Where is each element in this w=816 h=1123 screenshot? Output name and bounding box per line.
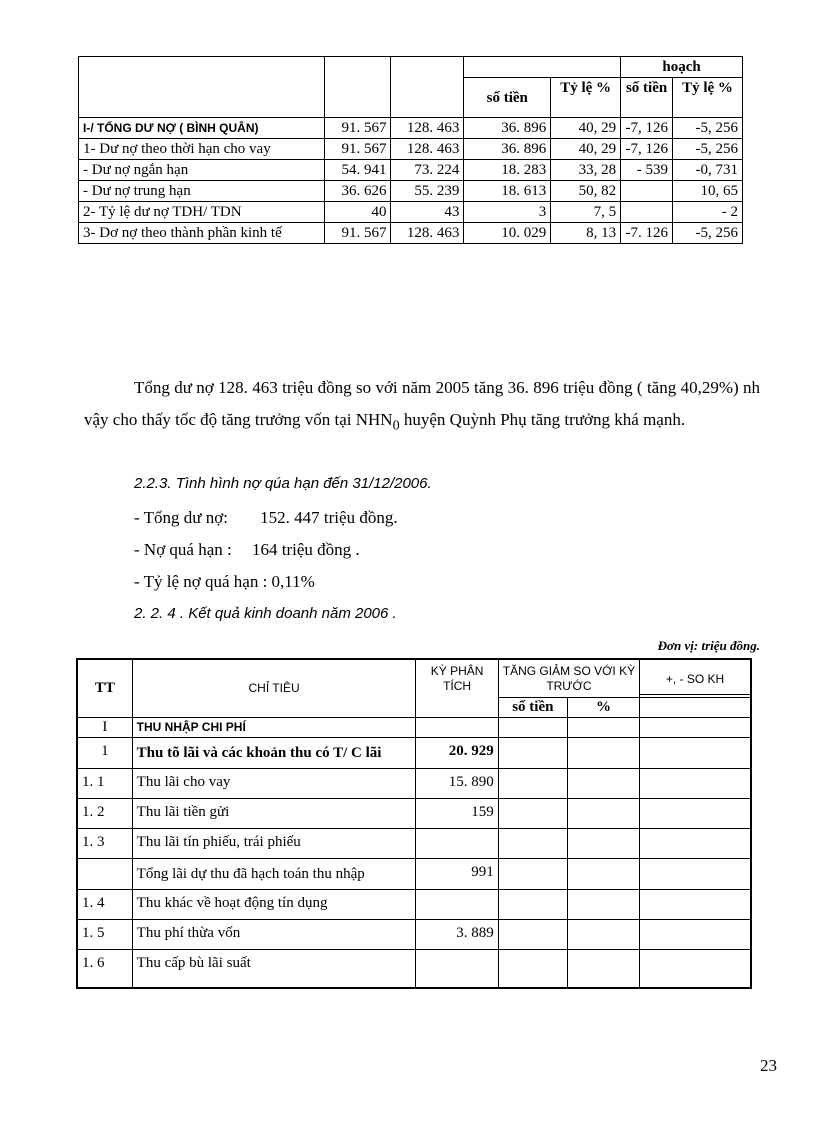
row-tt: 1. 1 xyxy=(77,769,132,799)
row-tt: 1. 6 xyxy=(77,950,132,988)
row-tt xyxy=(77,859,132,890)
summary-paragraph xyxy=(84,372,760,441)
row-label: - Dư nợ trung hạn xyxy=(79,181,325,202)
row-tt: 1. 5 xyxy=(77,920,132,950)
table-row xyxy=(79,181,743,202)
so-kh-header: +, - SO KH xyxy=(640,659,751,695)
summary-text-1: Tổng dư nợ 128. 463 triệu đồng so với năm 2005 tăng 36. 896 triệu đồng ( tăng 40,29%) nh vậy cho thấy tốc độ tăng trưởng vốn tại NHN xyxy=(84,378,760,429)
cell: 40, 29 xyxy=(551,139,621,160)
cell: 3 xyxy=(464,202,551,223)
ty-le-header-2: Tỷ lệ % xyxy=(673,78,743,118)
cell: -5, 256 xyxy=(673,223,743,244)
overdue-debt-line xyxy=(134,540,360,560)
table-row xyxy=(77,799,751,829)
cell: 128. 463 xyxy=(391,118,464,139)
section-heading-223: 2.2.3. Tình hình nợ qúa hạn đến 31/12/2006. xyxy=(134,475,432,492)
row-tt: 1 xyxy=(77,738,132,769)
row-tt: 1. 2 xyxy=(77,799,132,829)
row-label: 3- Dơ nợ theo thành phần kinh tế xyxy=(79,223,325,244)
loan-balance-table xyxy=(78,56,743,244)
row-tt: I xyxy=(77,718,132,738)
row-label: Thu lãi tiền gửi xyxy=(132,799,416,829)
row-label: Thu cấp bù lãi suất xyxy=(132,950,416,988)
cell: 36. 626 xyxy=(324,181,391,202)
table-row xyxy=(77,718,751,738)
table-row xyxy=(77,890,751,920)
tang-giam-header: TĂNG GIẢM SO VỚI KỲ TRƯỚC xyxy=(498,659,639,698)
table-header-row xyxy=(77,659,751,695)
cell: 8, 13 xyxy=(551,223,621,244)
row-label: THU NHẬP CHI PHÍ xyxy=(132,718,416,738)
table-row xyxy=(77,769,751,799)
cell: -7, 126 xyxy=(621,118,673,139)
cell: 91. 567 xyxy=(324,223,391,244)
ke-hoach-header: hoạch xyxy=(621,57,743,78)
table-row xyxy=(79,223,743,244)
cell: 43 xyxy=(391,202,464,223)
cell: -5, 256 xyxy=(673,118,743,139)
cell: 55. 239 xyxy=(391,181,464,202)
so-tien-header: số tiền xyxy=(498,698,567,718)
cell: -7. 126 xyxy=(621,223,673,244)
cell: 18. 613 xyxy=(464,181,551,202)
cell: 40, 29 xyxy=(551,118,621,139)
total-debt-value: 152. 447 triệu đồng. xyxy=(260,508,398,527)
row-value xyxy=(416,890,498,920)
row-value xyxy=(416,829,498,859)
business-results-table xyxy=(76,658,752,989)
cell xyxy=(621,181,673,202)
row-label: Thu lãi tín phiếu, trái phiếu xyxy=(132,829,416,859)
cell: 33, 28 xyxy=(551,160,621,181)
ky-phan-tich-header: KỲ PHÂN TÍCH xyxy=(416,659,498,718)
row-label: Thu tõ lãi và các khoản thu có T/ C lãi xyxy=(132,738,416,769)
row-label: 2- Tỷ lệ dư nợ TDH/ TDN xyxy=(79,202,325,223)
cell: 128. 463 xyxy=(391,223,464,244)
cell: 128. 463 xyxy=(391,139,464,160)
table-row xyxy=(79,139,743,160)
row-label: I-/ TỔNG DƯ NỢ ( BÌNH QUÂN) xyxy=(79,118,325,139)
table-header-row xyxy=(79,57,743,78)
cell: 91. 567 xyxy=(324,118,391,139)
row-label: Tổng lãi dự thu đã hạch toán thu nhập xyxy=(132,859,416,890)
table-row xyxy=(77,829,751,859)
table-row xyxy=(77,738,751,769)
summary-subscript: 0 xyxy=(392,417,400,434)
ty-le-header: Tỷ lệ % xyxy=(551,78,621,118)
overdue-debt-value: 164 triệu đồng . xyxy=(252,540,360,559)
cell: 40 xyxy=(324,202,391,223)
cell: 7, 5 xyxy=(551,202,621,223)
overdue-debt-label: - Nợ quá hạn : xyxy=(134,540,232,559)
chi-tieu-header: CHỈ TIÊU xyxy=(132,659,416,718)
so-tien-header: số tiền xyxy=(464,78,551,118)
row-label: Thu phí thừa vốn xyxy=(132,920,416,950)
percent-header: % xyxy=(567,698,639,718)
unit-label: Đơn vị: triệu đồng. xyxy=(657,638,760,653)
row-value xyxy=(416,718,498,738)
row-value: 991 xyxy=(416,859,498,890)
row-value: 15. 890 xyxy=(416,769,498,799)
row-tt: 1. 4 xyxy=(77,890,132,920)
table-row xyxy=(79,160,743,181)
row-value: 3. 889 xyxy=(416,920,498,950)
cell: -7, 126 xyxy=(621,139,673,160)
cell: 10. 029 xyxy=(464,223,551,244)
section-heading-224: 2. 2. 4 . Kết quả kinh doanh năm 2006 . xyxy=(134,605,397,622)
row-tt: 1. 3 xyxy=(77,829,132,859)
cell: 10, 65 xyxy=(673,181,743,202)
table-row xyxy=(77,920,751,950)
page-number: 23 xyxy=(760,1056,777,1075)
cell: 36. 896 xyxy=(464,139,551,160)
cell: 91. 567 xyxy=(324,139,391,160)
cell: 50, 82 xyxy=(551,181,621,202)
so-tien-header-2: số tiền xyxy=(621,78,673,118)
table-row xyxy=(79,202,743,223)
cell: 18. 283 xyxy=(464,160,551,181)
row-label: 1- Dư nợ theo thời hạn cho vay xyxy=(79,139,325,160)
cell xyxy=(621,202,673,223)
cell: 36. 896 xyxy=(464,118,551,139)
table-row xyxy=(77,950,751,988)
cell: 73. 224 xyxy=(391,160,464,181)
row-label: - Dư nợ ngắn hạn xyxy=(79,160,325,181)
row-value: 159 xyxy=(416,799,498,829)
overdue-ratio-line: - Tỷ lệ nợ quá hạn : 0,11% xyxy=(134,572,315,591)
row-value: 20. 929 xyxy=(416,738,498,769)
cell: -0, 731 xyxy=(673,160,743,181)
cell: -5, 256 xyxy=(673,139,743,160)
tt-header: TT xyxy=(77,659,132,718)
table-row xyxy=(79,118,743,139)
total-debt-label: - Tổng dư nợ: xyxy=(134,508,228,527)
cell: - 539 xyxy=(621,160,673,181)
row-label: Thu khác về hoạt động tín dụng xyxy=(132,890,416,920)
cell: - 2 xyxy=(673,202,743,223)
row-label: Thu lãi cho vay xyxy=(132,769,416,799)
table-row xyxy=(77,859,751,890)
cell: 54. 941 xyxy=(324,160,391,181)
row-value xyxy=(416,950,498,988)
summary-text-2: huyện Quỳnh Phụ tăng trưởng khá mạnh. xyxy=(399,410,686,429)
total-debt-line xyxy=(134,508,398,528)
